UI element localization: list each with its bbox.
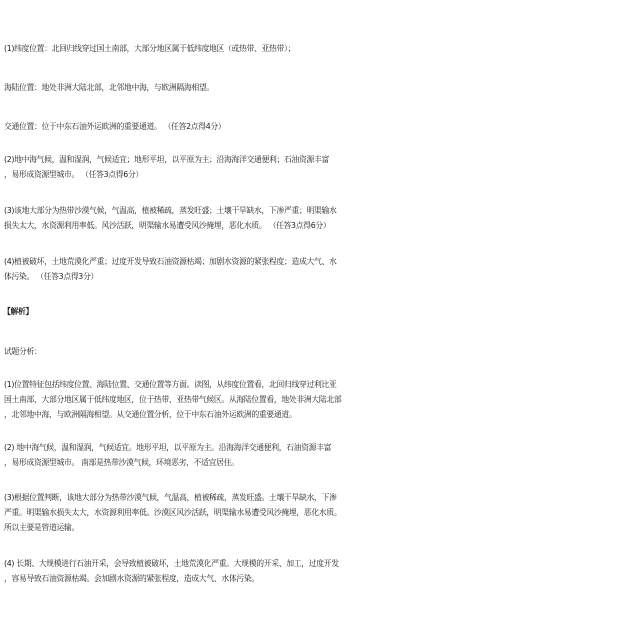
analysis-1-line-3: ，北邻地中海，与欧洲隔海相望。从交通位置分析，位于中东石油外运欧洲的重要通道。 — [4, 410, 297, 419]
answer-3-line-2: 损失太大，水资源利用率低。风沙活跃，明渠输水易遭受风沙掩埋，恶化水质。 （任答3点得6分） — [4, 221, 331, 230]
answer-1-latitude: (1)纬度位置：北回归线穿过国土南部，大部分地区属于低纬度地区（或热带、亚热带）； — [4, 44, 296, 53]
analysis-3-line-1: (3)根据位置判断，该地大部分为热带沙漠气候，气温高，植被稀疏，蒸发旺盛。土壤干旱缺水，下渗 — [4, 493, 337, 502]
answer-1-sea-land: 海陆位置：地处非洲大陆北部，北邻地中海，与欧洲隔海相望。 — [4, 83, 214, 92]
answer-2-line-1: (2)地中海气候，温和湿润，气候适宜；地形平坦，以平原为主；沿海海洋交通便利；石油资源丰富 — [4, 155, 330, 164]
analysis-3-line-3: 所以主要是管道运输。 — [4, 523, 79, 532]
answer-4-line-1: (4)植被破坏，土地荒漠化严重；过度开发导致石油资源枯竭；加剧水资源的紧张程度；造成大气、水 — [4, 257, 337, 266]
analysis-3-line-2: 严重。明渠输水损失太大，水资源利用率低。沙漠区风沙活跃，明渠输水易遭受风沙掩埋，恶化水质。 — [4, 508, 342, 517]
analysis-1-line-1: (1)位置特征包括纬度位置、海陆位置、交通位置等方面。读图，从纬度位置看，北回归线穿过利比亚 — [4, 380, 337, 389]
answer-4-line-2: 体污染。 （任答3点得3分） — [4, 272, 98, 281]
analysis-heading: 【解析】 — [3, 307, 33, 316]
answer-2-line-2: ，易形成资源型城市。 （任答3点得6分） — [4, 170, 143, 179]
analysis-2-line-1: (2) 地中海气候，温和湿润，气候适宜。地形平坦，以平原为主。沿海海洋交通便利，石油资源丰富 — [4, 443, 332, 452]
analysis-4-line-2: ，容易导致石油资源枯竭。会加剧水资源的紧张程度，造成大气、水体污染。 — [4, 574, 259, 583]
answer-1-traffic: 交通位置：位于中东石油外运欧洲的重要通道。 （任答2点得4分） — [4, 122, 226, 131]
analysis-4-line-1: (4) 长期、大规模进行石油开采，会导致植被破坏，土地荒漠化严重。大规模的开采、加工，过度开发 — [4, 559, 339, 568]
analysis-1-line-2: 国土南部，大部分地区属于低纬度地区，位于热带、亚热带气候区。从海陆位置看，地处非洲大陆北部 — [4, 395, 342, 404]
analysis-intro: 试题分析： — [4, 347, 42, 356]
analysis-2-line-2: ，易形成资源型城市。 南部是热带沙漠气候，环境恶劣，不适宜居住。 — [4, 458, 239, 467]
answer-3-line-1: (3)该地大部分为热带沙漠气候，气温高，植被稀疏，蒸发旺盛；土壤干旱缺水，下渗严重；明渠输水 — [4, 206, 337, 215]
